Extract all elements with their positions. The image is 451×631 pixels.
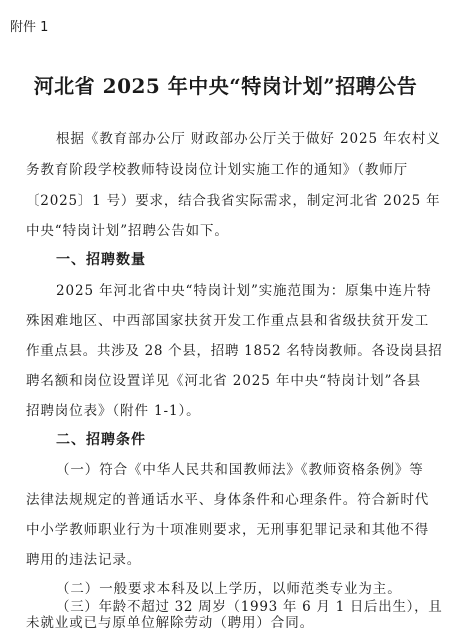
paragraph-line: （一）符合《中华人民共和国教师法》《教师资格条例》等 (56, 462, 424, 478)
paragraph-line: 聘名额和岗位设置详见《河北省 2025 年中央“特岗计划”各县 (26, 373, 422, 389)
section-heading: 二、招聘条件 (56, 432, 146, 448)
document-title: 河北省 2025 年中央“特岗计划”招聘公告 (33, 74, 418, 98)
attachment-label: 附件 1 (10, 20, 49, 35)
paragraph-line: 作重点县。共涉及 28 个县，招聘 1852 名特岗教师。各设岗县招 (26, 343, 443, 359)
paragraph-line: 殊困难地区、中西部国家扶贫开发工作重点县和省级扶贫开发工 (26, 313, 430, 329)
paragraph-line: （三）年龄不超过 32 周岁（1993 年 6 月 1 日后出生），且 (56, 599, 443, 615)
paragraph-line: 中小学教师职业行为十项准则要求，无刑事犯罪记录和其他不得 (26, 522, 430, 538)
paragraph-line: 法律法规规定的普通话水平、身体条件和心理条件。符合新时代 (26, 492, 430, 508)
paragraph-line: 招聘岗位表》（附件 1-1）。 (26, 403, 201, 419)
paragraph-line: 〔2025〕1 号）要求，结合我省实际需求，制定河北省 2025 年 (26, 193, 441, 209)
paragraph-line: 根据《教育部办公厅 财政部办公厅关于做好 2025 年农村义 (56, 131, 441, 147)
paragraph-line: （二）一般要求本科及以上学历，以师范类专业为主。 (56, 581, 402, 597)
paragraph-line: 务教育阶段学校教师特设岗位计划实施工作的通知》（教师厅 (26, 162, 409, 178)
paragraph-line: 未就业或已与原单位解除劳动（聘用）合同。 (26, 615, 314, 631)
paragraph-line: 中央“特岗计划”招聘公告如下。 (26, 223, 229, 239)
paragraph-line: 2025 年河北省中央“特岗计划”实施范围为：原集中连片特 (56, 283, 432, 299)
paragraph-line: 聘用的违法记录。 (26, 552, 142, 568)
section-heading: 一、招聘数量 (56, 252, 146, 268)
